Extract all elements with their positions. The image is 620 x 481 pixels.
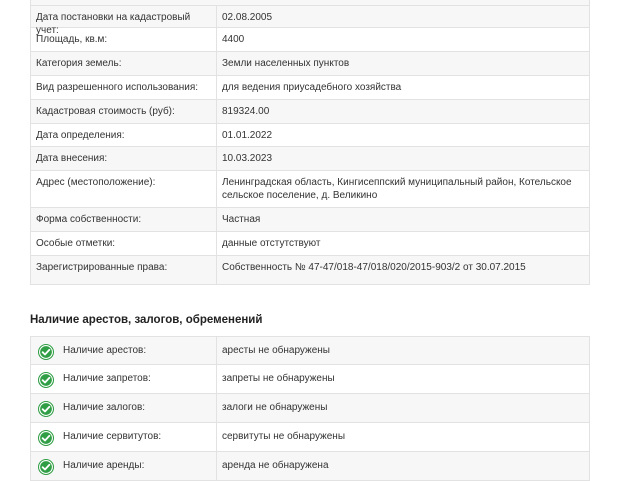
row-label: Зарегистрированные права: [31,256,217,284]
row-label: Форма собственности: [31,208,217,231]
table-row [30,423,590,452]
check-circle-icon [37,400,55,418]
row-label: Наличие запретов: [63,373,151,384]
table-row [30,232,590,256]
row-label-cell [31,365,217,393]
row-value: данные отстутствуют [222,238,321,249]
row-label: Наличие арестов: [63,345,147,356]
row-value: аренда не обнаружена [222,460,329,471]
table-row [30,336,590,365]
row-label: Наличие аренды: [63,460,145,471]
row-label: Особые отметки: [31,232,217,255]
table-row [30,452,590,481]
row-value: Собственность № 47-47/018-47/018/020/2015-903/2 от 30.07.2015 [222,262,526,273]
row-label: Категория земель: [31,52,217,75]
row-label-cell [31,337,217,364]
table-row [30,52,590,76]
row-label-cell [31,452,217,480]
row-label: Наличие залогов: [63,402,146,413]
row-label-cell [31,423,217,451]
table-row [30,5,590,36]
row-label: Адрес (местоположение): [31,171,217,207]
row-value: 819324.00 [222,106,270,117]
table-row [30,147,590,171]
table-row [30,365,590,394]
row-value: 4400 [222,34,245,45]
property-info-table [30,5,590,285]
table-row [30,171,590,208]
table-row [30,208,590,232]
row-label: Дата определения: [31,124,217,146]
row-value: залоги не обнаружены [222,402,328,413]
address-value: Ленинградская область, Кингисеппский муниципальный район, Котельское сельское поселение, д. Великино [222,177,572,201]
row-value: аресты не обнаружены [222,345,330,356]
table-row [30,100,590,124]
row-value: запреты не обнаружены [222,373,335,384]
row-value: 02.08.2005 [222,12,273,23]
row-value: сервитуты не обнаружены [222,431,346,442]
section-heading: Наличие арестов, залогов, обременений [30,314,263,326]
row-value: для ведения приусадебного хозяйства [222,82,402,93]
row-label: Дата постановки на кадастровый учет: [31,6,217,27]
row-label-cell [31,394,217,422]
table-row [30,28,590,52]
row-label: Дата внесения: [31,147,217,170]
row-value: Земли населенных пунктов [222,58,350,69]
row-label: Кадастровая стоимость (руб): [31,100,217,123]
row-label: Вид разрешенного использования: [31,76,217,99]
table-row [30,124,590,147]
check-circle-icon [37,458,55,476]
encumbrances-table [30,336,590,481]
row-label: Наличие сервитутов: [63,431,162,442]
table-row [30,256,590,285]
check-circle-icon [37,371,55,389]
table-row [30,394,590,423]
row-label: Площадь, кв.м: [31,28,217,51]
check-circle-icon [37,429,55,447]
table-row [30,76,590,100]
row-value: Частная [222,214,261,225]
check-circle-icon [37,343,55,361]
row-value: 10.03.2023 [222,153,273,164]
row-value: 01.01.2022 [222,130,273,141]
